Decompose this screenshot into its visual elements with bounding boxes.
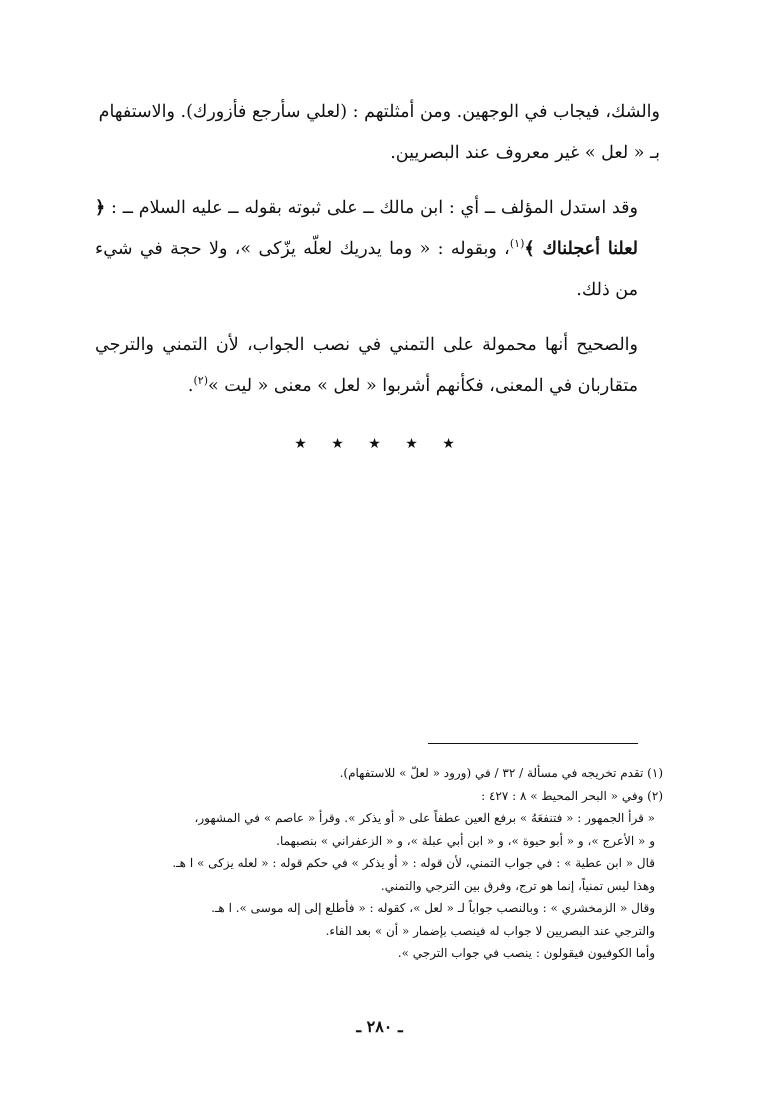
footnote-2-line: قال « ابن عطية » : في جواب التمني، لأن قوله : « أو يذكر » في حكم قوله : « لعله يزكى » ا هـ. bbox=[172, 856, 655, 870]
footnote-2-line: وهذا ليس تمنياً، إنما هو ترج، وفرق بين الترجي والتمني. bbox=[380, 878, 655, 893]
footnotes bbox=[88, 762, 663, 965]
footnote-1: (١) تقدم تخريجه في مسألة / ٣٢ / في (ورود « لعلّ » للاستفهام). bbox=[339, 766, 663, 780]
quran-quote: ﴿ لعلنا أعجلناك ﴾ bbox=[95, 198, 638, 259]
footnote-divider bbox=[428, 743, 638, 744]
paragraph-2 bbox=[95, 188, 660, 311]
footnote-ref-1[interactable]: (١) bbox=[509, 237, 525, 251]
paragraph-3-text: والصحيح أنها محمولة على التمني في نصب الجواب، لأن التمني والترجي متقاربان في المعنى، فكأنهم أشربوا « لعل » معنى « ليت » bbox=[95, 335, 638, 396]
footnote-2-line: وأما الكوفيون فيقولون : ينصب في جواب الترجي ». bbox=[397, 946, 655, 960]
footnote-2-line: و « الأعرج »، و « أبو حيوة »، و « ابن أبي عبلة »، و « الزعفراني » بنصبهما. bbox=[276, 833, 655, 848]
page-number: ـ ٢٨٠ ـ bbox=[356, 1017, 403, 1036]
footnote-2-line: « قرأ الجمهور : « فتنفعَهُ » برفع العين عطفاً على « أو يذكر ». وقرأ « عاصم » في المشهور، bbox=[194, 811, 655, 825]
footnote-2-line: والترجي عند البصريين لا جواب له فينصب بإضمار « أن » بعد الفاء. bbox=[325, 923, 655, 938]
section-separator: ★ ★ ★ ★ ★ bbox=[294, 436, 465, 452]
footnote-2-line: وقال « الزمخشري » : وبالنصب جواباً لـ « لعل »، كقوله : « فأطلع إلى إله موسى ». ا هـ. bbox=[211, 901, 655, 915]
paragraph-3-end: . bbox=[187, 376, 194, 396]
footnote-ref-2[interactable]: (٢) bbox=[193, 374, 208, 388]
main-text bbox=[95, 92, 660, 407]
paragraph-2-text-a: وقد استدل المؤلف ــ أي : ابن مالك ــ على ثبوته بقوله ــ عليه السلام ــ : bbox=[105, 198, 638, 218]
paragraph-2-text-b: ، وبقوله : « وما يدريك لعلّه يزّكى »، ولا حجة في شيء من ذلك. bbox=[95, 239, 638, 300]
paragraph-1-line-2: بـ « لعل » غير معروف عند البصريين. bbox=[390, 143, 660, 163]
paragraph-3 bbox=[95, 325, 660, 407]
footnote-2-heading: (٢) وفي « البحر المحيط » ٨ : ٤٢٧ : bbox=[481, 788, 663, 803]
paragraph-1-line-1: والشك، فيجاب في الوجهين. ومن أمثلتهم : (لعلي سأرجع فأزورك). والاستفهام bbox=[98, 102, 660, 122]
paragraph-1 bbox=[95, 92, 660, 174]
